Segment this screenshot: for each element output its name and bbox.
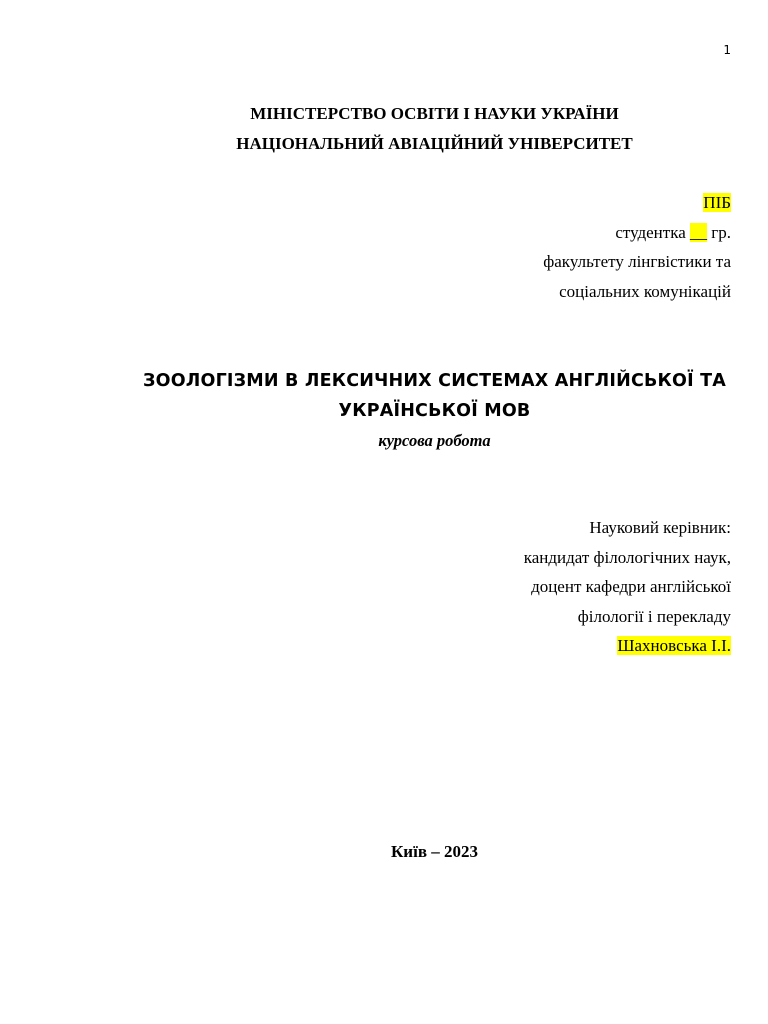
work-title (138, 367, 731, 426)
student-name-line (543, 188, 731, 218)
student-name-placeholder: ПІБ (703, 193, 731, 212)
faculty-line-2: соціальних комунікацій (559, 281, 731, 301)
supervisor-name: Шахновська І.І. (617, 636, 731, 655)
university-name: НАЦІОНАЛЬНИЙ АВІАЦІЙНИЙ УНІВЕРСИТЕТ (236, 133, 633, 153)
page-number: 1 (723, 43, 731, 57)
supervisor-info (524, 513, 731, 661)
group-label: гр. (707, 222, 731, 242)
ministry-name: МІНІСТЕРСТВО ОСВІТИ І НАУКИ УКРАЇНИ (250, 104, 619, 123)
faculty-line-1: факультету лінгвістики та (543, 252, 731, 271)
supervisor-name-line (524, 631, 731, 661)
work-title-line-2: УКРАЇНСЬКОЇ МОВ (338, 400, 531, 421)
city-year: Київ – 2023 (390, 842, 479, 861)
institution-header (138, 99, 731, 158)
supervisor-position-1: доцент кафедри англійської (531, 577, 731, 596)
student-info (543, 188, 731, 306)
work-title-line-1: ЗООЛОГІЗМИ В ЛЕКСИЧНИХ СИСТЕМАХ АНГЛІЙСЬКОЇ ТА (142, 371, 727, 391)
supervisor-degree: кандидат філологічних наук, (523, 547, 731, 567)
supervisor-label: Науковий керівник: (589, 518, 731, 537)
group-placeholder: __ (690, 222, 708, 242)
work-type: курсова робота (378, 431, 491, 450)
supervisor-position-2: філології і перекладу (577, 606, 731, 626)
student-group-line (543, 218, 731, 248)
student-label: студентка (615, 222, 691, 242)
